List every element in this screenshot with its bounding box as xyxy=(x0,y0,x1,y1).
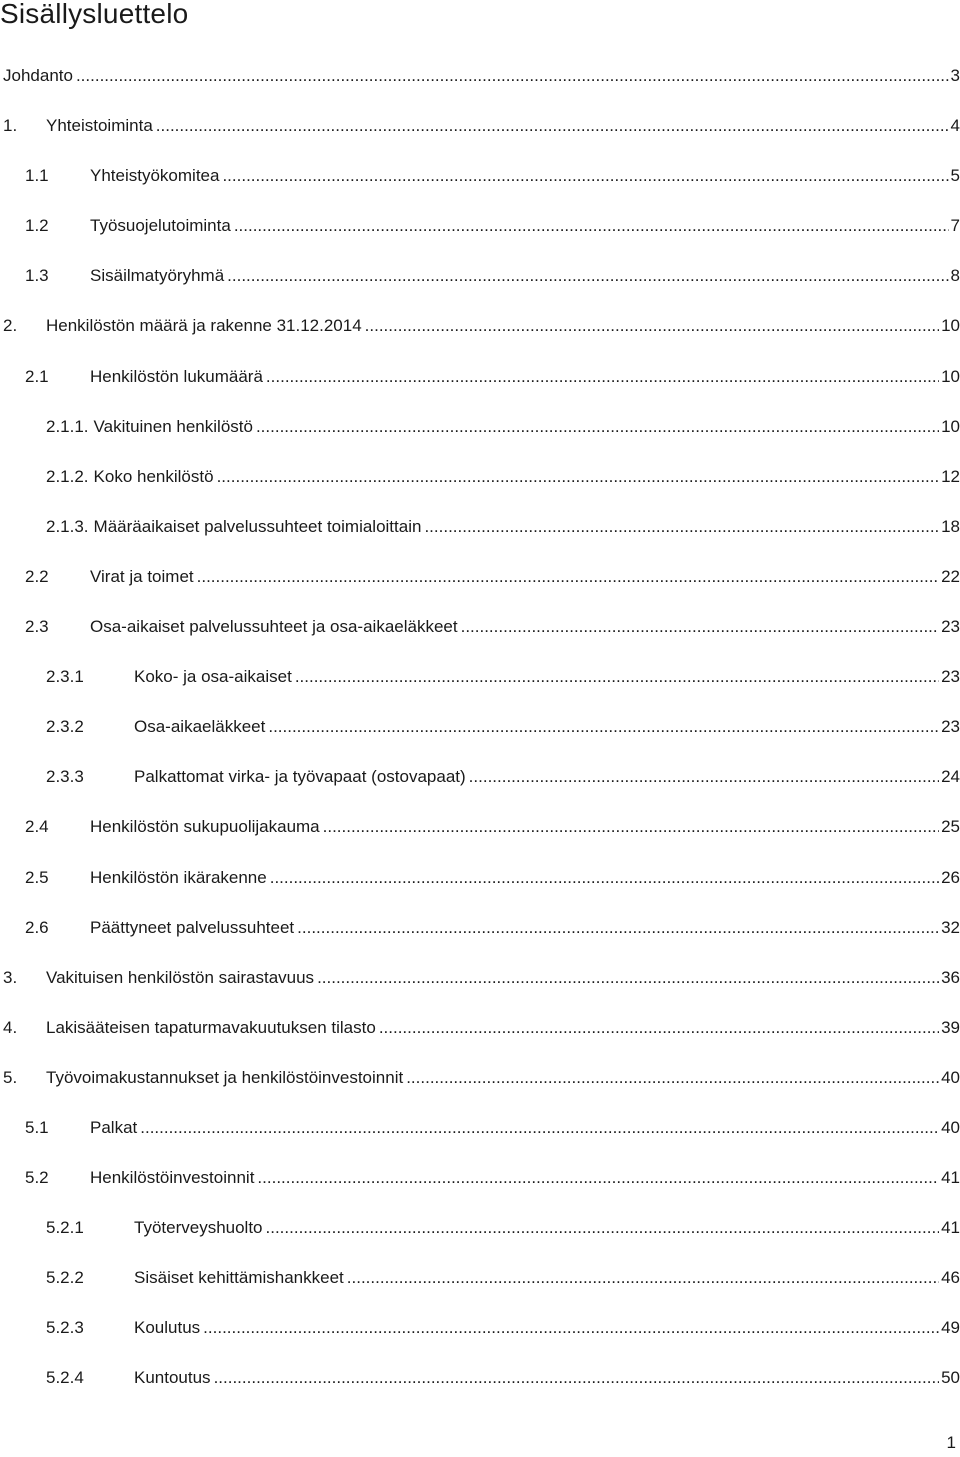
toc-entry-page: 10 xyxy=(941,366,960,386)
toc-dot-leader xyxy=(270,863,939,893)
toc-entry[interactable] xyxy=(0,812,960,862)
toc-entry-number: 2.2 xyxy=(25,566,49,586)
toc-entry[interactable] xyxy=(0,662,960,712)
toc-entry-page: 40 xyxy=(941,1117,960,1137)
toc-entry-page: 50 xyxy=(941,1368,960,1388)
toc-entry-title: Vakituisen henkilöstön sairastavuus xyxy=(46,967,315,987)
toc-entry[interactable] xyxy=(0,1313,960,1363)
toc-entry-page: 7 xyxy=(950,216,960,236)
toc-dot-leader xyxy=(76,61,949,91)
toc-entry-title: Osa-aikaeläkkeet xyxy=(134,717,266,737)
toc-entry-number: 1. xyxy=(3,116,18,136)
toc-entry-title: Henkilöstön määrä ja rakenne 31.12.2014 xyxy=(46,316,362,336)
toc-dot-leader xyxy=(323,812,939,842)
toc-entry-title: Koulutus xyxy=(134,1318,201,1338)
toc-entry[interactable] xyxy=(0,612,960,662)
toc-dot-leader xyxy=(424,512,939,542)
toc-dot-leader xyxy=(268,712,939,742)
toc-entry-title: Henkilöstön ikärakenne xyxy=(90,867,267,887)
toc-dot-leader xyxy=(197,562,939,592)
toc-entry-page: 39 xyxy=(941,1017,960,1037)
toc-entry[interactable] xyxy=(0,462,960,512)
toc-entry-page: 10 xyxy=(941,316,960,336)
toc-entry-page: 32 xyxy=(941,917,960,937)
toc-dot-leader xyxy=(266,1213,940,1243)
toc-entry-title: Osa-aikaiset palvelussuhteet ja osa-aikaeläkkeet xyxy=(90,617,458,637)
toc-entry-number: 5.1 xyxy=(25,1117,49,1137)
toc-entry-title: Henkilöstön lukumäärä xyxy=(90,366,263,386)
toc-entry-number: 3. xyxy=(3,967,18,987)
toc-entry-number: 2.1.1. xyxy=(46,416,89,436)
toc-dot-leader xyxy=(222,161,948,191)
toc-entry-number: 1.3 xyxy=(25,266,49,286)
toc-entry-number: 2.1 xyxy=(25,366,49,386)
toc-entry-number: 5.2.4 xyxy=(46,1368,84,1388)
toc-entry-page: 36 xyxy=(941,967,960,987)
toc-entry[interactable] xyxy=(0,1163,960,1213)
toc-entry[interactable] xyxy=(0,913,960,963)
toc-dot-leader xyxy=(140,1113,939,1143)
toc-entry-title: Työterveyshuolto xyxy=(134,1218,263,1238)
toc-entry-page: 3 xyxy=(950,66,960,85)
toc-entry-number: 2.4 xyxy=(25,817,49,837)
toc-entry-number: 4. xyxy=(3,1017,18,1037)
toc-entry-title: Koko henkilöstö xyxy=(93,466,214,486)
toc-entry-page: 26 xyxy=(941,867,960,887)
toc-dot-leader xyxy=(317,963,939,993)
toc-dot-leader xyxy=(379,1013,939,1043)
toc-dot-leader xyxy=(217,462,940,492)
toc-entry-number: 1.2 xyxy=(25,216,49,236)
toc-entry[interactable] xyxy=(0,362,960,412)
toc-entry-title: Johdanto xyxy=(3,66,73,85)
toc-entry-page: 5 xyxy=(950,166,960,186)
toc-entry-page: 49 xyxy=(941,1318,960,1338)
toc-entry[interactable] xyxy=(0,111,960,161)
toc-entry[interactable] xyxy=(0,1263,960,1313)
toc-dot-leader xyxy=(214,1363,940,1393)
toc-entry[interactable] xyxy=(0,1013,960,1063)
toc-entry-title: Vakituinen henkilöstö xyxy=(93,416,253,436)
toc-entry-title: Sisäilmatyöryhmä xyxy=(90,266,225,286)
toc-dot-leader xyxy=(234,211,949,241)
toc-entry-title: Lakisääteisen tapaturmavakuutuksen tilasto xyxy=(46,1017,376,1037)
toc-entry-number: 2.1.3. xyxy=(46,516,89,536)
toc-dot-leader xyxy=(406,1063,939,1093)
toc-entry-title: Virat ja toimet xyxy=(90,566,194,586)
toc-entry-page: 41 xyxy=(941,1218,960,1238)
toc-entry[interactable] xyxy=(0,412,960,462)
toc-entry-title: Palkattomat virka- ja työvapaat (ostovapaat) xyxy=(134,767,466,787)
toc-entry-number: 5. xyxy=(3,1067,18,1087)
toc-dot-leader xyxy=(257,1163,939,1193)
toc-entry[interactable] xyxy=(0,562,960,612)
toc-dot-leader xyxy=(203,1313,939,1343)
toc-entry-number: 2.6 xyxy=(25,917,49,937)
toc-entry[interactable] xyxy=(0,1113,960,1163)
toc-dot-leader xyxy=(469,762,939,792)
toc-entry[interactable] xyxy=(0,211,960,261)
toc-entry[interactable] xyxy=(0,712,960,762)
toc-entry-title: Palkat xyxy=(90,1117,138,1137)
toc-entry-page: 40 xyxy=(941,1067,960,1087)
toc-entry[interactable] xyxy=(0,1063,960,1113)
toc-dot-leader xyxy=(266,362,939,392)
toc-entry[interactable] xyxy=(0,512,960,562)
toc-entry-page: 23 xyxy=(941,667,960,687)
toc-entry-title: Kuntoutus xyxy=(134,1368,211,1388)
toc-entry-number: 2.3 xyxy=(25,617,49,637)
toc-entry-title: Päättyneet palvelussuhteet xyxy=(90,917,295,937)
toc-entry-title: Sisäiset kehittämishankkeet xyxy=(134,1268,344,1288)
toc-dot-leader xyxy=(227,261,948,291)
toc-entry-title: Työvoimakustannukset ja henkilöstöinvestoinnit xyxy=(46,1067,404,1087)
table-of-contents xyxy=(0,61,960,1414)
toc-dot-leader xyxy=(365,311,939,341)
toc-entry[interactable] xyxy=(0,762,960,812)
toc-dot-leader xyxy=(156,111,949,141)
toc-entry-number: 2. xyxy=(3,316,18,336)
toc-entry[interactable] xyxy=(0,261,960,311)
toc-dot-leader xyxy=(347,1263,939,1293)
toc-entry-page: 12 xyxy=(941,466,960,486)
toc-entry-title: Koko- ja osa-aikaiset xyxy=(134,667,292,687)
toc-entry-title: Henkilöstöinvestoinnit xyxy=(90,1168,255,1188)
toc-entry[interactable] xyxy=(0,311,960,361)
toc-dot-leader xyxy=(256,412,939,442)
page-title: Sisällysluettelo xyxy=(0,0,189,29)
toc-entry-number: 5.2.2 xyxy=(46,1268,84,1288)
toc-entry-page: 23 xyxy=(941,717,960,737)
toc-entry[interactable] xyxy=(0,1213,960,1263)
toc-entry-page: 23 xyxy=(941,617,960,637)
toc-entry[interactable] xyxy=(0,963,960,1013)
toc-dot-leader xyxy=(297,913,939,943)
toc-dot-leader xyxy=(295,662,939,692)
toc-entry-page: 24 xyxy=(941,767,960,787)
toc-entry-title: Määräaikaiset palvelussuhteet toimialoittain xyxy=(93,516,422,536)
toc-entry[interactable] xyxy=(0,61,960,111)
toc-entry-title: Yhteistyökomitea xyxy=(90,166,220,186)
toc-entry-page: 18 xyxy=(941,516,960,536)
toc-entry-number: 5.2 xyxy=(25,1168,49,1188)
toc-entry-page: 4 xyxy=(950,116,960,136)
toc-entry-number: 2.1.2. xyxy=(46,466,89,486)
toc-entry-number: 2.3.3 xyxy=(46,767,84,787)
toc-entry-number: 2.3.2 xyxy=(46,717,84,737)
toc-entry-page: 8 xyxy=(950,266,960,286)
toc-entry-number: 2.3.1 xyxy=(46,667,84,687)
toc-entry-page: 25 xyxy=(941,817,960,837)
toc-entry[interactable] xyxy=(0,161,960,211)
toc-entry-page: 41 xyxy=(941,1168,960,1188)
toc-entry-page: 10 xyxy=(941,416,960,436)
toc-entry[interactable] xyxy=(0,1363,960,1413)
toc-entry-number: 5.2.1 xyxy=(46,1218,84,1238)
toc-entry-number: 5.2.3 xyxy=(46,1318,84,1338)
toc-entry-page: 22 xyxy=(941,566,960,586)
toc-entry[interactable] xyxy=(0,863,960,913)
toc-entry-number: 1.1 xyxy=(25,166,49,186)
toc-dot-leader xyxy=(461,612,939,642)
toc-entry-title: Henkilöstön sukupuolijakauma xyxy=(90,817,320,837)
footer-page-number: 1 xyxy=(946,1433,956,1452)
toc-entry-page: 46 xyxy=(941,1268,960,1288)
toc-entry-number: 2.5 xyxy=(25,867,49,887)
toc-entry-title: Työsuojelutoiminta xyxy=(90,216,231,236)
toc-entry-title: Yhteistoiminta xyxy=(46,116,153,136)
